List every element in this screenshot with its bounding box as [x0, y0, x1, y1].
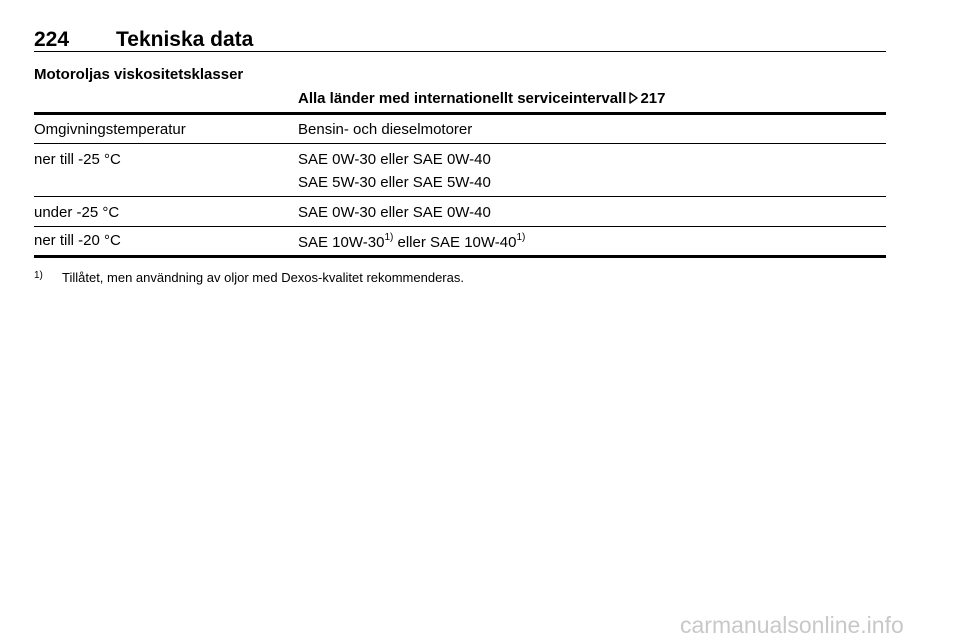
table-divider	[34, 196, 886, 197]
table-top-rule	[34, 112, 886, 115]
row1-oil-1: SAE 0W-30 eller SAE 0W-40	[298, 151, 491, 168]
page-title: Tekniska data	[116, 28, 254, 51]
row2-oil-1: SAE 0W-30 eller SAE 0W-40	[298, 204, 491, 221]
row3-oil-part-1: SAE 10W-30	[298, 234, 385, 251]
watermark: carmanualsonline.info	[680, 612, 904, 638]
row1-temperature: ner till -25 °C	[34, 151, 121, 168]
page-number: 224	[34, 28, 70, 51]
row3-oil	[298, 234, 525, 252]
table-header-engines: Bensin- och dieselmotorer	[298, 121, 473, 138]
table-bottom-rule	[34, 255, 886, 258]
table-header-temperature: Omgivningstemperatur	[34, 121, 186, 138]
row1-oil-2: SAE 5W-30 eller SAE 5W-40	[298, 174, 491, 191]
footnote-text: Tillåtet, men användning av oljor med Dexos-kvalitet rekommenderas.	[62, 270, 464, 285]
column-heading-text: Alla länder med internationellt serviceintervall	[298, 90, 627, 107]
page-header	[34, 29, 886, 52]
table-divider	[34, 226, 886, 227]
page-reference-arrow-icon	[629, 91, 638, 109]
column-heading	[298, 90, 665, 108]
table-divider	[34, 143, 886, 144]
footnote-ref[interactable]: 1)	[516, 232, 526, 243]
footnote-ref[interactable]: 1)	[384, 232, 394, 243]
column-heading-ref[interactable]: 217	[640, 90, 666, 107]
section-title: Motoroljas viskositetsklasser	[34, 66, 244, 83]
footnote-marker: 1)	[34, 270, 43, 281]
row3-oil-part-2: eller SAE 10W-40	[393, 234, 517, 251]
row3-temperature: ner till -20 °C	[34, 232, 121, 249]
row2-temperature: under -25 °C	[34, 204, 120, 221]
